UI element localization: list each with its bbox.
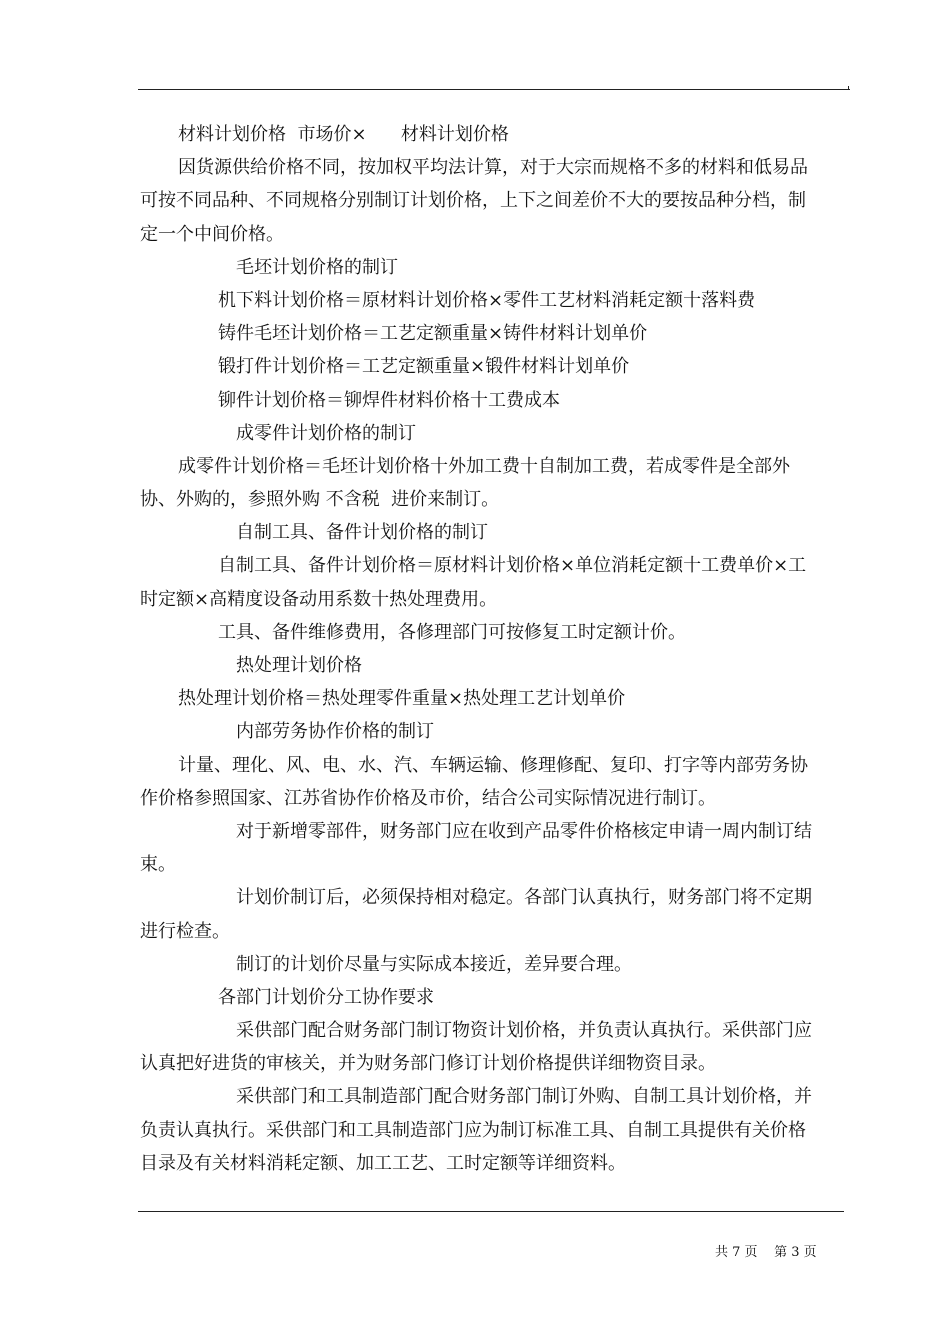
section-heading: 热处理计划价格 [236,655,362,676]
text-line: 机下料计划价格＝原材料计划价格×零件工艺材料消耗定额十落料费 [218,289,756,311]
text-line: 自制工具、备件计划价格＝原材料计划价格×单位消耗定额十工费单价×工 [218,555,807,577]
text-line: 时定额×高精度设备动用系数十热处理费用。 [140,588,498,610]
text-line: 锻打件计划价格＝工艺定额重量×锻件材料计划单价 [218,356,630,378]
text-line: 目录及有关材料消耗定额、加工工艺、工时定额等详细资料。 [140,1152,626,1174]
section-heading: 自制工具、备件计划价格的制订 [236,522,488,544]
text-line: 采供部门和工具制造部门配合财务部门制订外购、自制工具计划价格，并 [236,1086,812,1108]
text-line: 热处理计划价格＝热处理零件重量×热处理工艺计划单价 [178,688,626,710]
text-line: 制订的计划价尽量与实际成本接近，差异要合理。 [236,953,632,975]
text-line: 计划价制订后，必须保持相对稳定。各部门认真执行，财务部门将不定期 [236,887,812,909]
text-line: 负责认真执行。采供部门和工具制造部门应为制订标准工具、自制工具提供有关价格 [140,1119,806,1141]
text-line: 计量、理化、风、电、水、汽、车辆运输、修理修配、复印、打字等内部劳务协 [178,754,808,776]
section-heading: 内部劳务协作价格的制订 [236,721,434,743]
page-footer: 共 7 页 第 3 页 [715,1245,817,1260]
text-line: 因货源供给价格不同，按加权平均法计算，对于大宗而规格不多的材料和低易品 [178,157,808,179]
section-heading: 毛坯计划价格的制订 [236,256,398,278]
footer-rule [138,1211,844,1212]
text-line: 协、外购的，参照外购 不含税 进价来制订。 [140,489,500,511]
header-rule [138,89,850,90]
text-line: 采供部门配合财务部门制订物资计划价格，并负责认真执行。采供部门应 [236,1020,812,1042]
text-line: 进行检查。 [140,920,230,942]
text-line: 作价格参照国家、江苏省协作价格及市价，结合公司实际情况进行制订。 [140,787,716,809]
text-line: 对于新增零部件，财务部门应在收到产品零件价格核定申请一周内制订结 [236,820,812,842]
section-heading: 各部门计划价分工协作要求 [218,986,434,1008]
header-rule-tick [848,86,849,90]
text-line: 成零件计划价格＝毛坯计划价格十外加工费十自制加工费，若成零件是全部外 [178,455,790,477]
text-line: 铆件计划价格＝铆焊件材料价格十工费成本 [218,389,560,411]
document-body [140,118,850,1180]
section-heading: 成零件计划价格的制订 [236,422,416,444]
text-line: 材料计划价格 市场价× 材料计划价格 [178,124,509,145]
text-line: 可按不同品种、不同规格分别制订计划价格，上下之间差价不大的要按品种分档，制 [140,190,806,212]
text-line: 定一个中间价格。 [140,223,284,245]
text-line: 铸件毛坯计划价格＝工艺定额重量×铸件材料计划单价 [218,323,648,345]
text-line: 束。 [140,854,176,876]
text-line: 认真把好进货的审核关，并为财务部门修订计划价格提供详细物资目录。 [140,1053,716,1075]
text-line: 工具、备件维修费用，各修理部门可按修复工时定额计价。 [218,621,686,643]
